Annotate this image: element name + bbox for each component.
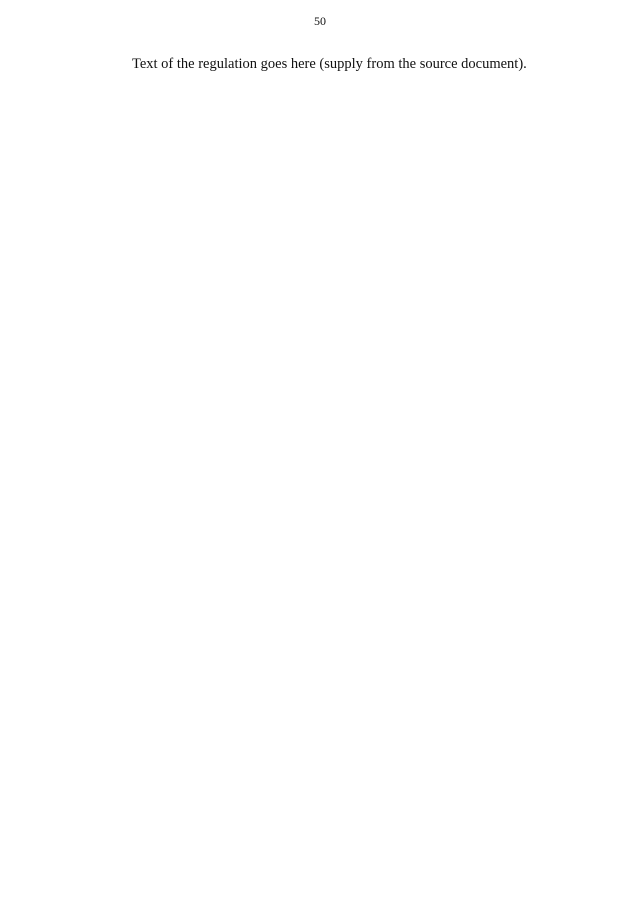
document-body [94, 52, 596, 87]
summary-text: Text of the regulation goes here (supply from the source document). [132, 56, 527, 72]
page-number: 50 [314, 14, 326, 28]
